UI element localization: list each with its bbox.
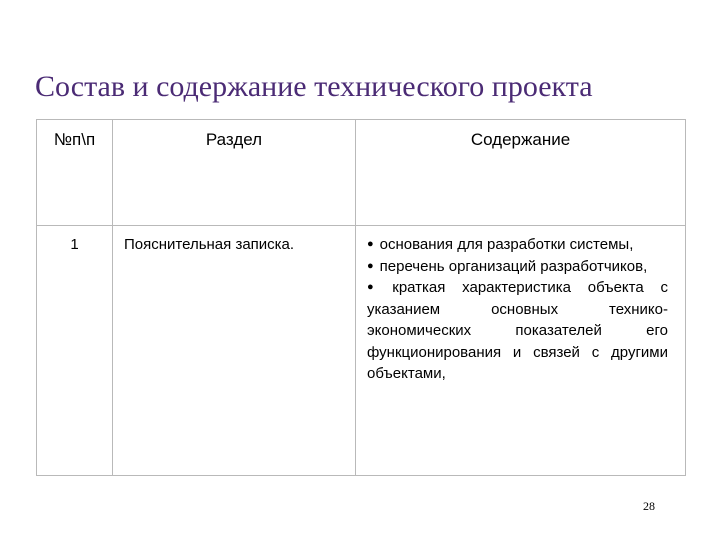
- row-content: [356, 226, 686, 476]
- row-number: 1: [37, 226, 113, 476]
- content-item-text: перечень организаций разработчиков,: [379, 257, 648, 275]
- content-item: [367, 256, 668, 278]
- bullet-icon: ●: [367, 281, 387, 293]
- content-item-text: основания для разработки системы,: [379, 236, 634, 253]
- table-header-row: [37, 120, 686, 226]
- page-number: 28: [643, 499, 655, 513]
- bullet-icon: ●: [367, 238, 374, 250]
- content-item: [367, 234, 668, 256]
- row-section: Пояснительная записка.: [113, 226, 356, 476]
- header-number: №п\п: [37, 120, 113, 226]
- header-content: Содержание: [356, 120, 686, 226]
- bullet-icon: ●: [367, 259, 374, 272]
- table-row: [37, 226, 686, 476]
- content-item: [367, 277, 668, 385]
- header-section: Раздел: [113, 120, 356, 226]
- slide-title: Состав и содержание технического проекта: [35, 70, 593, 103]
- content-item-text: краткая характеристика объекта с указанием основных технико-экономических показателей его функционирования и связей с другими объектами,: [367, 279, 668, 382]
- content-table: [36, 119, 686, 476]
